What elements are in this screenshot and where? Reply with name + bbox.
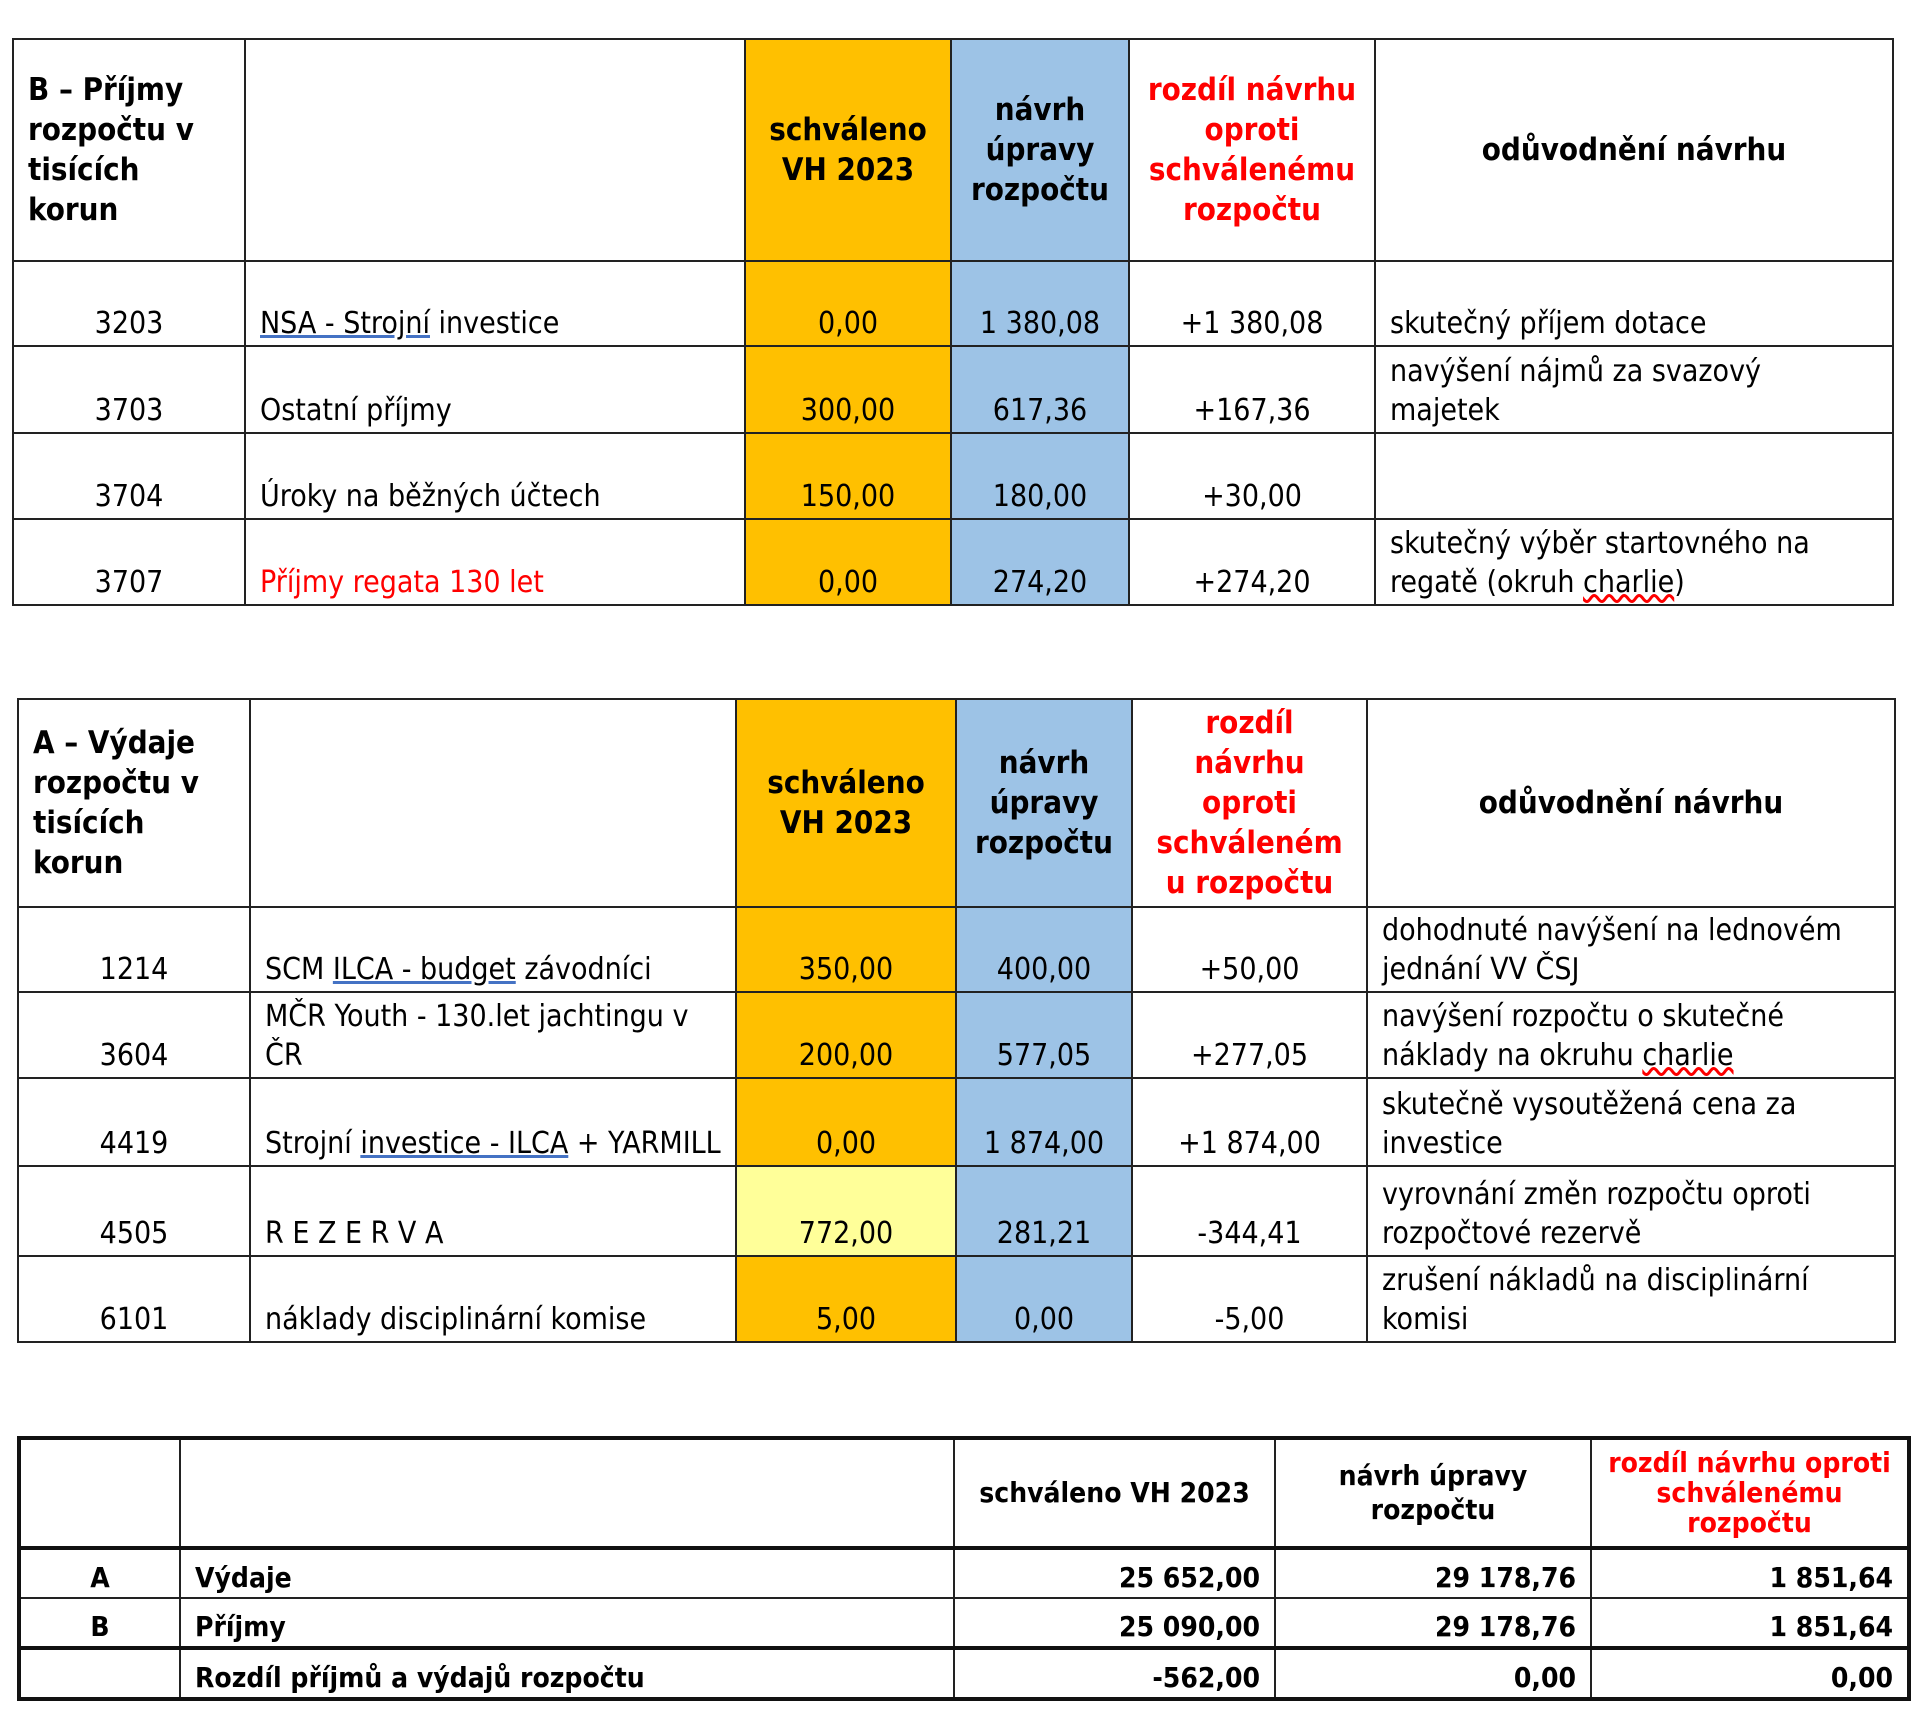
row-name-suffix: + YARMILL: [568, 1126, 721, 1161]
row-name: náklady disciplinární komise: [250, 1256, 736, 1342]
row-difference: +167,36: [1129, 346, 1375, 433]
row-reason: [1375, 433, 1893, 519]
summary-table: [17, 1436, 1911, 1701]
row-name: [250, 1078, 736, 1166]
row-proposal: 274,20: [951, 519, 1129, 605]
summary-row-difference: 0,00: [1591, 1648, 1909, 1699]
summary-row-approved: 25 090,00: [954, 1598, 1275, 1648]
table-row: [18, 1078, 1895, 1166]
row-reason: vyrovnání změn rozpočtu oproti rozpočtové rezervě: [1367, 1166, 1895, 1256]
summary-row-approved: -562,00: [954, 1648, 1275, 1699]
reason-text: skutečný výběr startovného na regatě (okruh: [1390, 526, 1810, 600]
row-name-underlined: NSA - Strojní: [260, 306, 430, 341]
summary-row-name: Výdaje: [180, 1548, 954, 1598]
row-difference: +1 874,00: [1132, 1078, 1367, 1166]
income-table-header: [13, 39, 1893, 261]
difference-header: rozdíl návrhu oproti schváleném u rozpočtu: [1132, 699, 1367, 907]
row-code: 6101: [18, 1256, 250, 1342]
row-reason: [1367, 992, 1895, 1078]
summary-row: [19, 1598, 1909, 1648]
row-name: [245, 261, 745, 346]
row-approved: 5,00: [736, 1256, 956, 1342]
row-difference: +30,00: [1129, 433, 1375, 519]
summary-row-difference: 1 851,64: [1591, 1598, 1909, 1648]
expense-table-header: [18, 699, 1895, 907]
row-proposal: 577,05: [956, 992, 1132, 1078]
reason-text: navýšení rozpočtu o skutečné náklady na okruhu: [1382, 999, 1784, 1073]
reason-header: odůvodnění návrhu: [1367, 699, 1895, 907]
row-reason: navýšení nájmů za svazový majetek: [1375, 346, 1893, 433]
row-approved: 772,00: [736, 1166, 956, 1256]
row-code: 3604: [18, 992, 250, 1078]
difference-header: rozdíl návrhu oproti schválenému rozpočtu: [1129, 39, 1375, 261]
row-reason: [1375, 519, 1893, 605]
summary-row-proposal: 0,00: [1275, 1648, 1591, 1699]
row-name: Ostatní příjmy: [245, 346, 745, 433]
summary-label-header: [19, 1438, 180, 1548]
summary-row-proposal: 29 178,76: [1275, 1598, 1591, 1648]
table-row: [13, 346, 1893, 433]
row-approved: 300,00: [745, 346, 951, 433]
reason-text-end: ): [1674, 565, 1685, 600]
row-difference: +274,20: [1129, 519, 1375, 605]
summary-table-header: [19, 1438, 1909, 1548]
income-table: [12, 38, 1894, 606]
spellcheck-flagged-word: charlie: [1642, 1038, 1734, 1073]
row-name: R E Z E R V A: [250, 1166, 736, 1256]
summary-approved-header: schváleno VH 2023: [954, 1438, 1275, 1548]
table-row: [18, 992, 1895, 1078]
row-reason: dohodnuté navýšení na lednovém jednání VV ČSJ: [1367, 907, 1895, 992]
row-difference: +277,05: [1132, 992, 1367, 1078]
row-proposal: 1 874,00: [956, 1078, 1132, 1166]
summary-row: [19, 1648, 1909, 1699]
row-proposal: 281,21: [956, 1166, 1132, 1256]
row-reason: skutečný příjem dotace: [1375, 261, 1893, 346]
summary-row-label: B: [19, 1598, 180, 1648]
approved-header: schváleno VH 2023: [736, 699, 956, 907]
row-name-underlined: ILCA - budget: [332, 952, 516, 987]
row-name: Příjmy regata 130 let: [245, 519, 745, 605]
row-approved: 0,00: [745, 519, 951, 605]
row-proposal: 0,00: [956, 1256, 1132, 1342]
expense-table: [17, 698, 1896, 1343]
table-row: [18, 1166, 1895, 1256]
table-row: [13, 519, 1893, 605]
summary-row-label: [19, 1648, 180, 1699]
row-name-underlined: investice - ILCA: [360, 1126, 569, 1161]
proposal-header: návrh úpravy rozpočtu: [956, 699, 1132, 907]
row-proposal: 400,00: [956, 907, 1132, 992]
row-name-prefix: Strojní: [265, 1126, 361, 1161]
summary-row-proposal: 29 178,76: [1275, 1548, 1591, 1598]
row-reason: skutečně vysoutěžená cena za investice: [1367, 1078, 1895, 1166]
row-approved: 0,00: [745, 261, 951, 346]
summary-row-label: A: [19, 1548, 180, 1598]
row-name: MČR Youth - 130.let jachtingu v ČR: [250, 992, 736, 1078]
summary-row-difference: 1 851,64: [1591, 1548, 1909, 1598]
proposal-header: návrh úpravy rozpočtu: [951, 39, 1129, 261]
row-code: 3707: [13, 519, 245, 605]
row-code: 4419: [18, 1078, 250, 1166]
table-row: [18, 1256, 1895, 1342]
row-difference: -344,41: [1132, 1166, 1367, 1256]
row-code: 3203: [13, 261, 245, 346]
row-proposal: 617,36: [951, 346, 1129, 433]
row-reason: zrušení nákladů na disciplinární komisi: [1367, 1256, 1895, 1342]
row-difference: +1 380,08: [1129, 261, 1375, 346]
row-code: 1214: [18, 907, 250, 992]
summary-row: [19, 1548, 1909, 1598]
row-proposal: 180,00: [951, 433, 1129, 519]
table-row: [13, 433, 1893, 519]
row-name-rest: investice: [429, 306, 560, 341]
income-name-header: [245, 39, 745, 261]
table-row: [18, 907, 1895, 992]
summary-row-name: Příjmy: [180, 1598, 954, 1648]
row-difference: +50,00: [1132, 907, 1367, 992]
expense-name-header: [250, 699, 736, 907]
reason-header: odůvodnění návrhu: [1375, 39, 1893, 261]
table-row: [13, 261, 1893, 346]
row-name-prefix: SCM: [265, 952, 333, 987]
summary-row-approved: 25 652,00: [954, 1548, 1275, 1598]
row-code: 3704: [13, 433, 245, 519]
row-code: 4505: [18, 1166, 250, 1256]
row-name: Úroky na běžných účtech: [245, 433, 745, 519]
row-difference: -5,00: [1132, 1256, 1367, 1342]
expense-title: A – Výdaje rozpočtu v tisících korun: [18, 699, 250, 907]
income-title: B – Příjmy rozpočtu v tisících korun: [13, 39, 245, 261]
row-code: 3703: [13, 346, 245, 433]
row-approved: 150,00: [745, 433, 951, 519]
row-name: [250, 907, 736, 992]
summary-proposal-header: návrh úpravy rozpočtu: [1275, 1438, 1591, 1548]
approved-header: schváleno VH 2023: [745, 39, 951, 261]
summary-name-header: [180, 1438, 954, 1548]
summary-difference-header: rozdíl návrhu oproti schválenému rozpočtu: [1591, 1438, 1909, 1548]
row-proposal: 1 380,08: [951, 261, 1129, 346]
row-approved: 200,00: [736, 992, 956, 1078]
row-approved: 350,00: [736, 907, 956, 992]
summary-row-name: Rozdíl příjmů a výdajů rozpočtu: [180, 1648, 954, 1699]
row-name-suffix: závodníci: [515, 952, 652, 987]
row-approved: 0,00: [736, 1078, 956, 1166]
spellcheck-flagged-word: charlie: [1583, 565, 1675, 600]
